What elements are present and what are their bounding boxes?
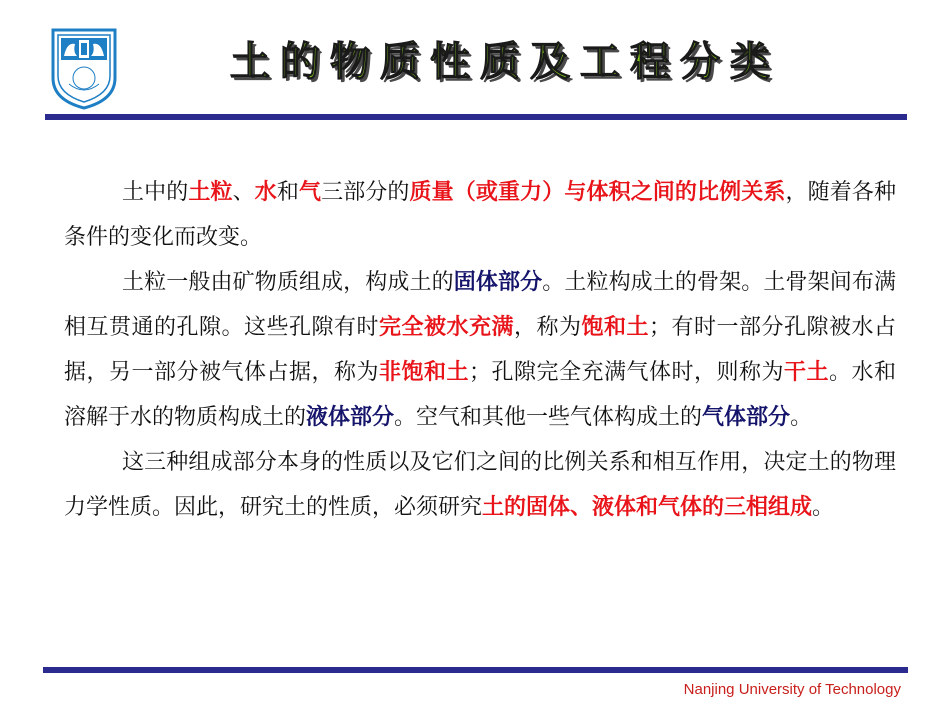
text-run: 。土粒构成土的骨架。土骨架间布满相互贯通的孔隙。这些孔隙有时 <box>64 270 896 340</box>
emphasis-text: 土粒 <box>188 180 233 205</box>
emphasis-text: 完全被水充满 <box>378 315 514 340</box>
text-run: 和 <box>276 180 299 205</box>
emphasis-text: 干土 <box>783 360 829 385</box>
emphasis-text: 饱和土 <box>581 315 649 340</box>
emphasis-text: 质量（或重力）与体积之间的比例关系 <box>409 180 786 205</box>
paragraph-conclusion <box>64 440 896 530</box>
text-run: 。空气和其他一些气体构成土的 <box>394 405 703 430</box>
emphasis-text: 土的固体、液体和气体的三相组成 <box>482 495 813 520</box>
text-run: 。 <box>812 495 835 520</box>
text-run: ；孔隙完全充满气体时，则称为 <box>468 360 784 385</box>
emphasis-text: 气体部分 <box>702 405 791 430</box>
text-run: 土粒一般由矿物质组成，构成土的 <box>122 270 454 295</box>
emphasis-text: 液体部分 <box>306 405 395 430</box>
text-run: 这三种组成部分本身的性质以及它们之间的比例关系和相互作用，决定土的物理力学性质。因此，研究土的性质，必须研究 <box>64 450 896 520</box>
emphasis-text: 固体部分 <box>453 270 543 295</box>
text-run: 、 <box>232 180 255 205</box>
text-run: 。 <box>790 405 813 430</box>
slide-title: 土的物质性质及工程分类 <box>230 39 780 85</box>
paragraph-composition <box>64 170 896 260</box>
emphasis-text: 水 <box>254 180 277 205</box>
slide-body <box>64 170 896 530</box>
text-run: 。水和溶解于水的物质构成土的 <box>64 360 896 430</box>
text-run: ，称为 <box>513 315 582 340</box>
university-logo <box>49 26 119 110</box>
text-run: 土中的 <box>122 180 189 205</box>
emphasis-text: 气 <box>298 180 322 205</box>
footer-divider <box>43 667 908 673</box>
footer-institution: Nanjing University of Technology <box>683 681 901 698</box>
text-run: ，随着各种条件的变化而改变。 <box>64 180 896 250</box>
paragraph-phases <box>64 260 896 440</box>
header-divider <box>45 114 907 120</box>
text-run: ；有时一部分孔隙被水占据，另一部分被气体占据，称为 <box>64 315 896 385</box>
emphasis-text: 非饱和土 <box>378 360 469 385</box>
text-run: 三部分的 <box>321 180 410 205</box>
